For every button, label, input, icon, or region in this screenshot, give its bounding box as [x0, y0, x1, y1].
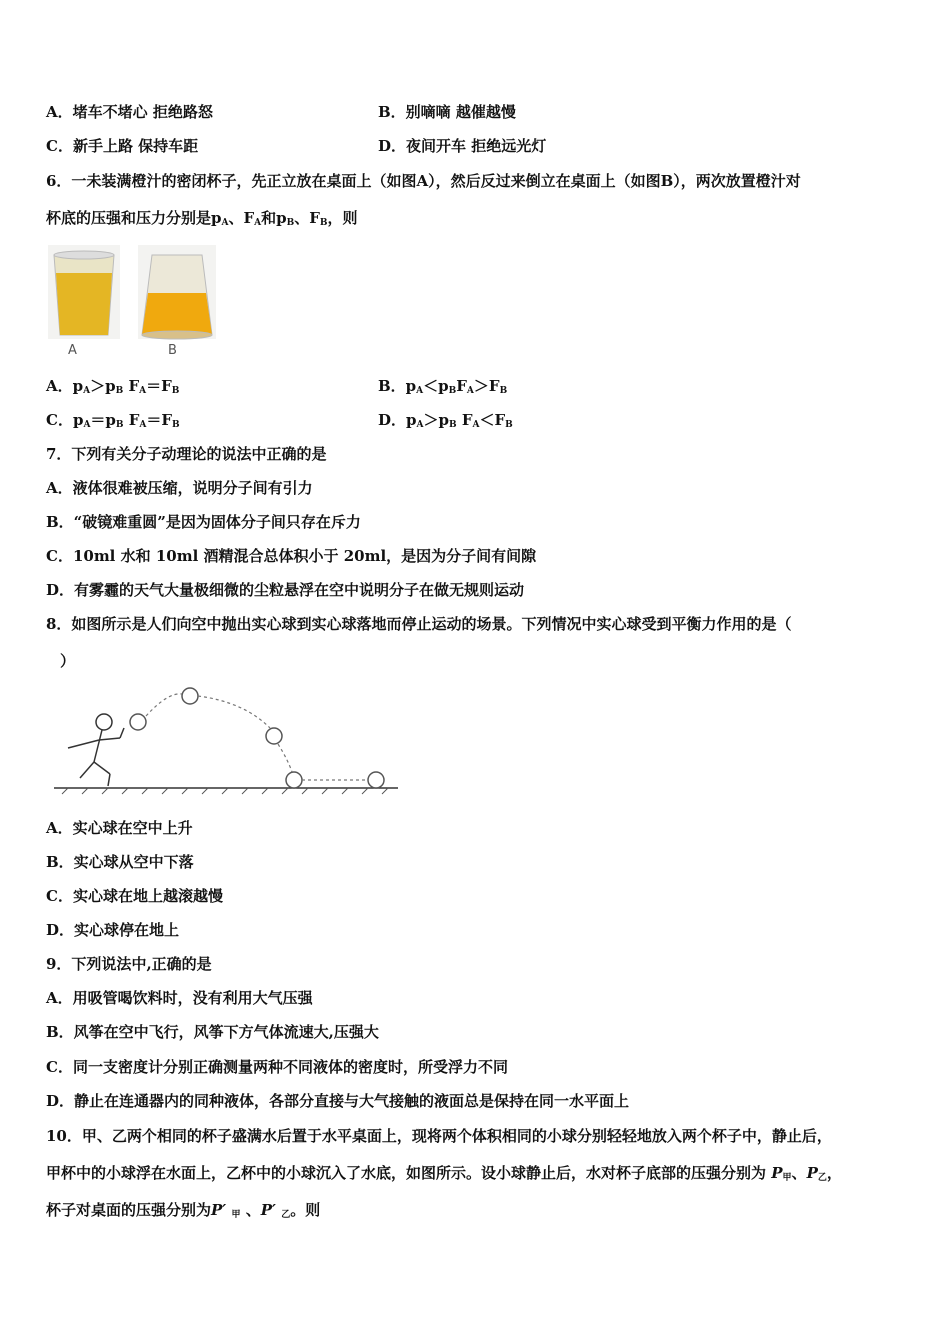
q5-option-d: D．夜间开车 拒绝远光灯 — [378, 137, 547, 155]
figure-label-b: B — [168, 343, 177, 358]
q8-option-a: A．实心球在空中上升 — [46, 819, 193, 837]
q8-figure — [52, 682, 402, 800]
q6-option-a: A．$p_A>p_B$ $F_A=F_B$ — [46, 377, 180, 396]
figure-label-a: A — [68, 343, 77, 358]
q9-option-b: B．风筝在空中飞行，风筝下方气体流速大,压强大 — [46, 1023, 379, 1041]
q9-option-d: D．静止在连通器内的同种液体，各部分直接与大气接触的液面总是保持在同一水平面上 — [46, 1092, 630, 1110]
q7-option-c: C．10ml 水和 10ml 酒精混合总体积小于 20ml，是因为分子间有间隙 — [46, 547, 537, 565]
q9-option-a: A．用吸管喝饮料时，没有利用大气压强 — [46, 989, 313, 1007]
q6-option-c: C．$p_A=p_B$ $F_A=F_B$ — [46, 411, 180, 430]
q6-figure — [46, 243, 218, 361]
q7-option-b: B．“破镜难重圆”是因为固体分子间只存在斥力 — [46, 513, 361, 531]
q8-option-d: D．实心球停在地上 — [46, 921, 180, 939]
q6-option-b: B．$p_A<p_BF_A>F_B$ — [378, 377, 508, 396]
q5-option-a: A．堵车不堵心 拒绝路怒 — [46, 103, 213, 121]
q10-stem-line3: 杯子对桌面的压强分别为P′ $_甲$ 、P′ $_乙$。则 — [46, 1201, 321, 1220]
q5-option-b: B．别嘀嘀 越催越慢 — [378, 103, 516, 121]
q9-stem: 9．下列说法中,正确的是 — [46, 955, 212, 973]
q10-stem-line2: 甲杯中的小球浮在水面上，乙杯中的小球沉入了水底，如图所示。设小球静止后，水对杯子底部的压强分别为 $P_甲$、$P_乙$， — [46, 1164, 842, 1183]
q7-option-a: A．液体很难被压缩，说明分子间有引力 — [46, 479, 313, 497]
q8-option-c: C．实心球在地上越滚越慢 — [46, 887, 223, 905]
q6-option-d: D．$p_A>p_B$ $F_A<F_B$ — [378, 411, 513, 430]
q6-stem-line2: 杯底的压强和压力分别是$p_A$、$F_A$和$p_B$、$F_B$，则 — [46, 209, 358, 228]
q8-option-b: B．实心球从空中下落 — [46, 853, 194, 871]
q7-stem: 7．下列有关分子动理论的说法中正确的是 — [46, 445, 327, 463]
q8-stem-line2: ） — [60, 652, 76, 670]
q9-option-c: C．同一支密度计分别正确测量两种不同液体的密度时，所受浮力不同 — [46, 1058, 508, 1076]
q5-option-c: C．新手上路 保持车距 — [46, 137, 199, 155]
ball-trajectory-illustration — [52, 682, 402, 800]
q8-stem-line1: 8．如图所示是人们向空中抛出实心球到实心球落地而停止运动的场景。下列情况中实心球受到平衡力作用的是（ — [46, 615, 792, 633]
q7-option-d: D．有雾霾的天气大量极细微的尘粒悬浮在空中说明分子在做无规则运动 — [46, 581, 525, 599]
q10-stem-line1: 10．甲、乙两个相同的杯子盛满水后置于水平桌面上，现将两个体积相同的小球分别轻轻地放入两个杯子中，静止后， — [46, 1127, 832, 1145]
q6-stem-line1: 6．一未装满橙汁的密闭杯子，先正立放在桌面上（如图A），然后反过来倒立在桌面上（如图B），两次放置橙汁对 — [46, 172, 801, 190]
